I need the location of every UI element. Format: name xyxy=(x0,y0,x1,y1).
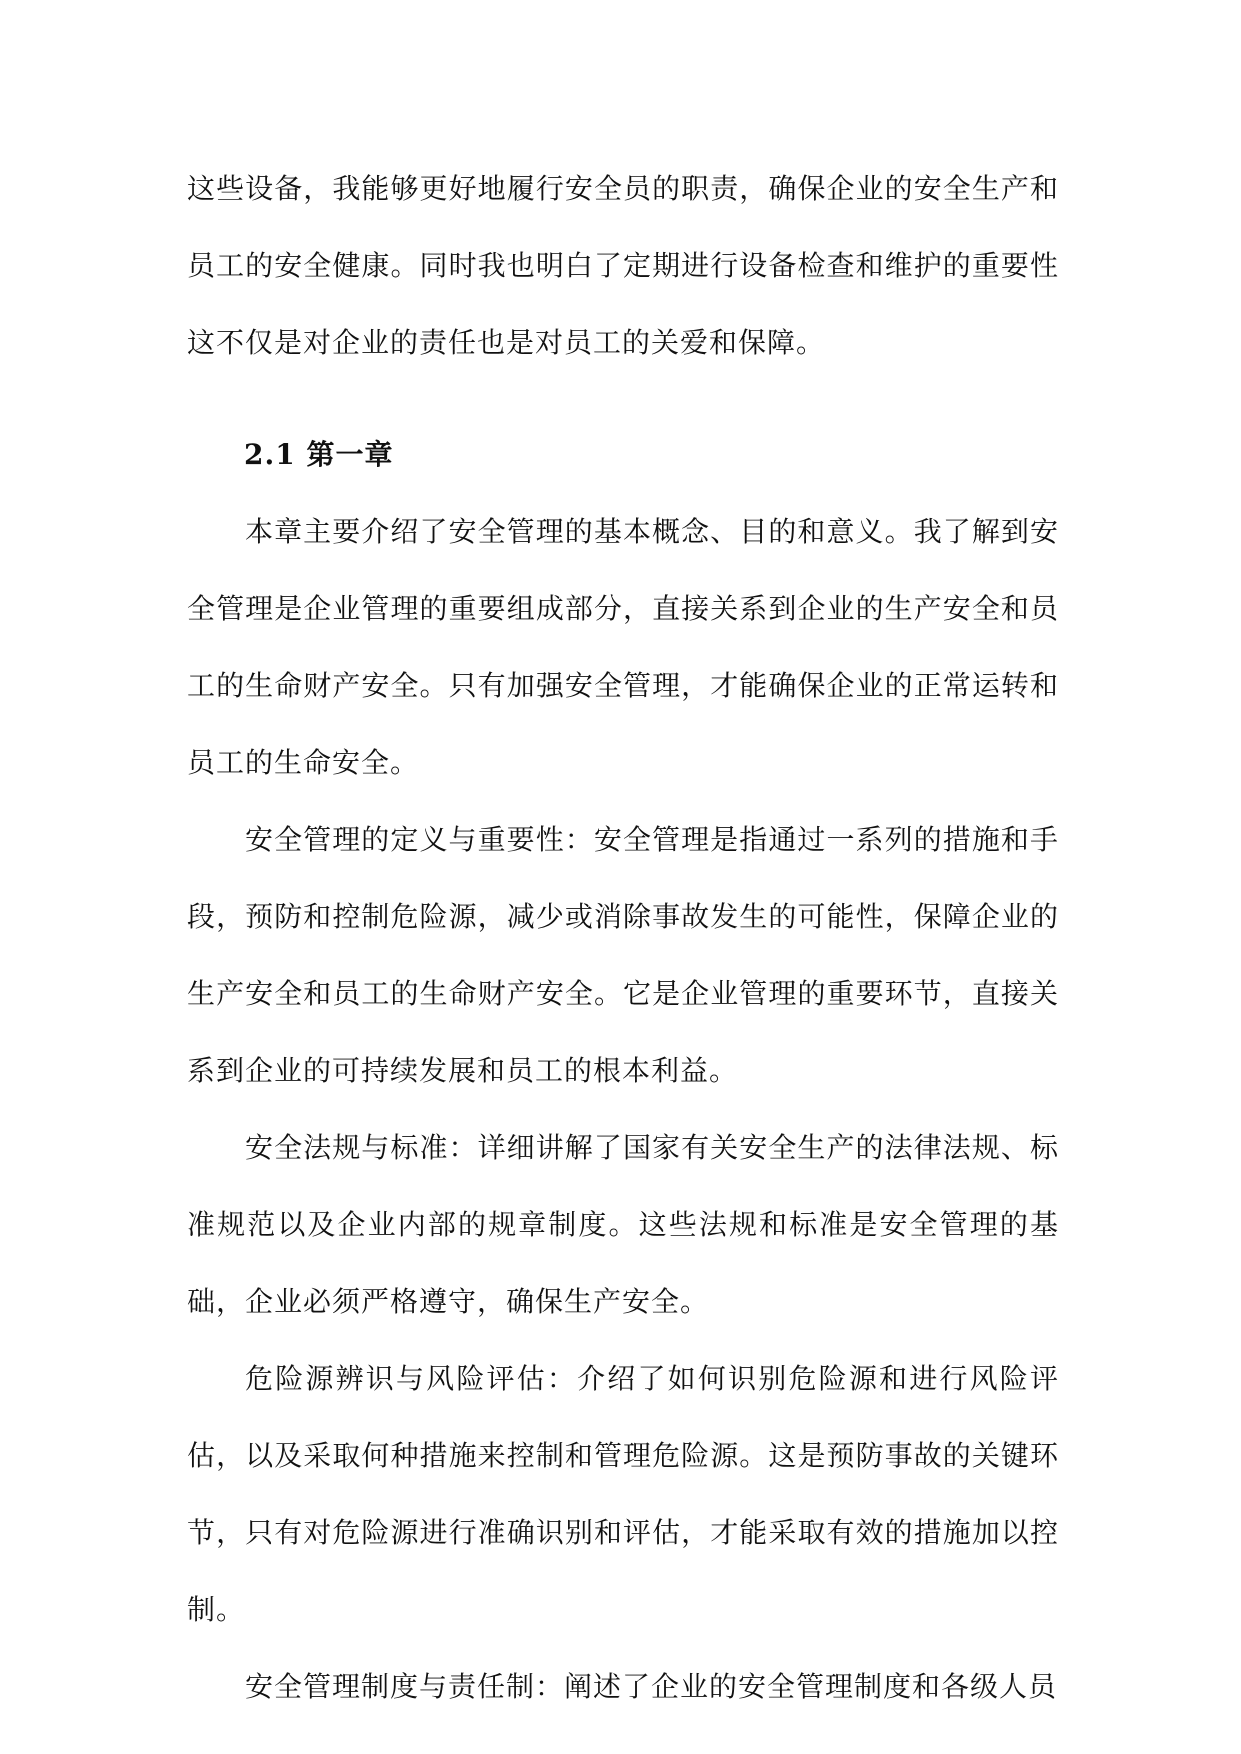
paragraph-intro: 本章主要介绍了安全管理的基本概念、目的和意义。我了解到安全管理是企业管理的重要组成部分，直接关系到企业的生产安全和员工的生命财产安全。只有加强安全管理，才能确保企业的正常运转和员工的生命安全。 xyxy=(187,515,1059,779)
document-body xyxy=(187,150,1059,1725)
paragraph-management-system: 安全管理制度与责任制：阐述了企业的安全管理制度和各级人员 xyxy=(245,1670,1058,1703)
paragraph-continuation: 这些设备，我能够更好地履行安全员的职责，确保企业的安全生产和员工的安全健康。同时我也明白了定期进行设备检查和维护的重要性这不仅是对企业的责任也是对员工的关爱和保障。 xyxy=(187,172,1059,359)
paragraph-hazard-identification: 危险源辨识与风险评估：介绍了如何识别危险源和进行风险评估，以及采取何种措施来控制和管理危险源。这是预防事故的关键环节，只有对危险源进行准确识别和评估，才能采取有效的措施加以控制。 xyxy=(187,1362,1059,1626)
paragraph-regulations: 安全法规与标准：详细讲解了国家有关安全生产的法律法规、标准规范以及企业内部的规章制度。这些法规和标准是安全管理的基础，企业必须严格遵守，确保生产安全。 xyxy=(187,1131,1059,1318)
section-heading: 2.1 第一章 xyxy=(244,438,394,471)
paragraph-definition: 安全管理的定义与重要性：安全管理是指通过一系列的措施和手段，预防和控制危险源，减少或消除事故发生的可能性，保障企业的生产安全和员工的生命财产安全。它是企业管理的重要环节，直接关系到企业的可持续发展和员工的根本利益。 xyxy=(187,823,1059,1087)
